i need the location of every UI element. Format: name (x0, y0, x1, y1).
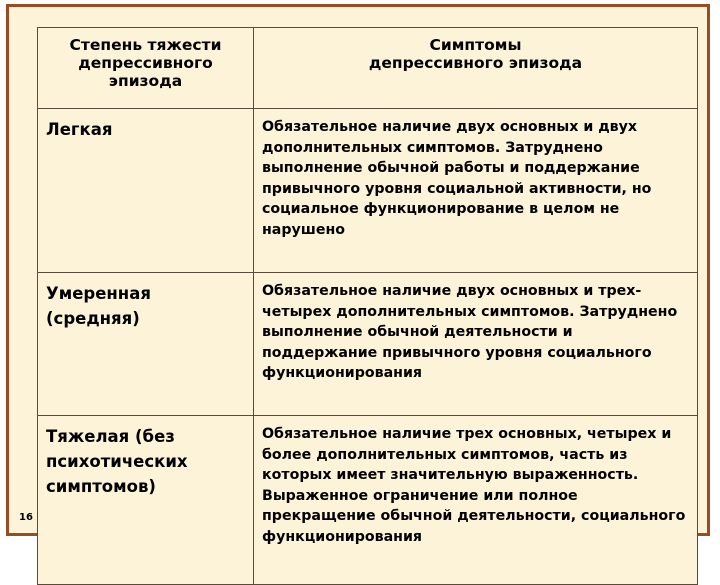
header-symptoms: Симптомы депрессивного эпизода (254, 28, 698, 109)
description-cell: Обязательное наличие трех основных, четырех и более дополнительных симптомов, часть из которых имеет значительную выраженность. Выраженное ограничение или полное прекращение обычной деятельности, социального функционирования (254, 416, 698, 585)
table-row (38, 416, 698, 585)
description-cell: Обязательное наличие двух основных и двух дополнительных симптомов. Затруднено выполнение обычной работы и поддержание привычного уровня социальной активности, но социальное функционирование в целом не нарушено (254, 109, 698, 273)
table-row (38, 273, 698, 416)
description-cell: Обязательное наличие двух основных и трех-четырех дополнительных симптомов. Затруднено выполнение обычной деятельности и поддержание привычного уровня социального функционирования (254, 273, 698, 416)
severity-cell: Легкая (38, 109, 254, 273)
severity-cell: Умеренная (средняя) (38, 273, 254, 416)
page-number: 16 (19, 512, 33, 523)
severity-cell: Тяжелая (без психотических симптомов) (38, 416, 254, 585)
table-header-row (38, 28, 698, 109)
severity-table (37, 27, 698, 585)
slide (6, 4, 710, 545)
header-severity: Степень тяжести депрессивного эпизода (38, 28, 254, 109)
table-row (38, 109, 698, 273)
